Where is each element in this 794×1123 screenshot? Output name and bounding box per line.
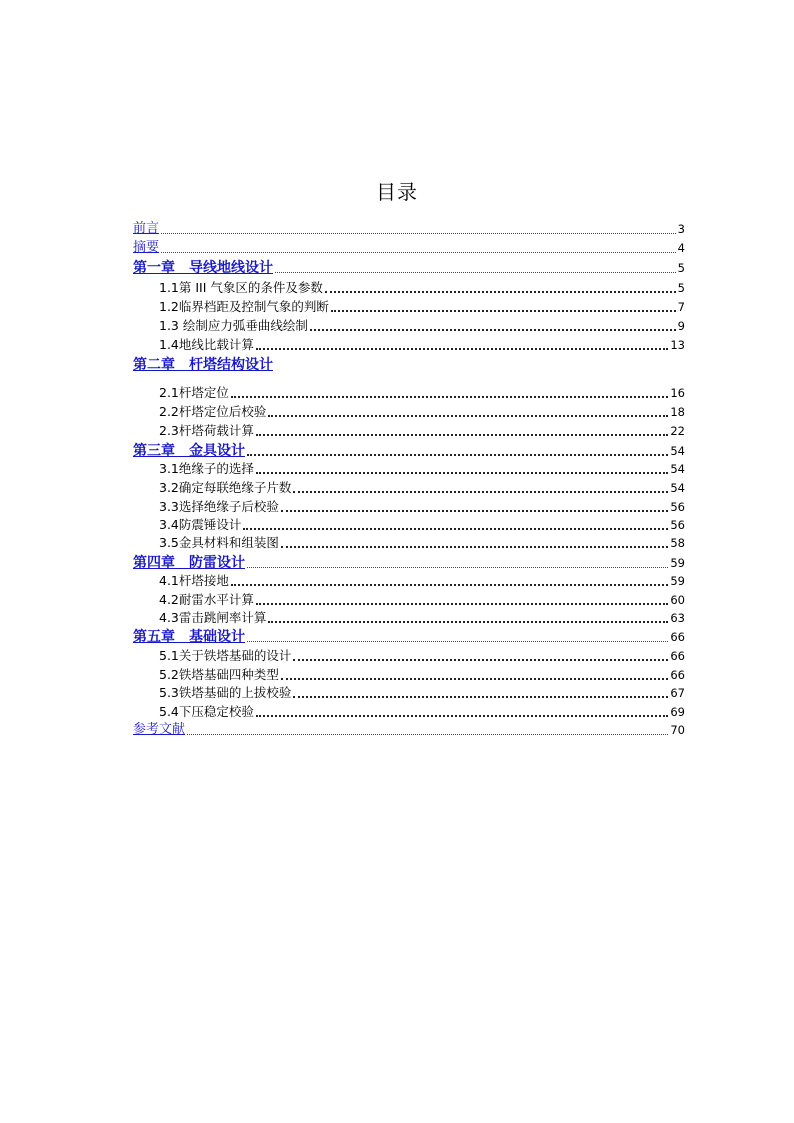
toc-page-number: 56 (670, 518, 685, 532)
toc-page-number: 4 (677, 241, 685, 255)
toc-dot-leader (256, 434, 668, 436)
toc-entry-label: 2.3杆塔荷载计算 (159, 423, 254, 438)
toc-dot-leader (281, 678, 668, 680)
toc-dot-leader (268, 415, 668, 417)
toc-dot-leader (231, 396, 668, 398)
toc-subentry[interactable] (159, 479, 685, 497)
toc-page-number: 7 (677, 300, 685, 314)
toc-entry-label: 3.2确定每联绝缘子片数 (159, 480, 292, 495)
toc-page-number: 59 (670, 574, 685, 588)
toc-dot-leader (293, 491, 668, 493)
toc-entry-label: 4.3雷击跳闸率计算 (159, 610, 267, 625)
toc-dot-leader (256, 472, 668, 474)
toc-chapter-entry[interactable] (133, 554, 685, 572)
toc-page-number: 5 (677, 281, 685, 295)
toc-page-number: 3 (677, 222, 685, 236)
toc-dot-leader (310, 329, 676, 331)
toc-entry-label[interactable]: 参考文献 (133, 722, 186, 737)
toc-entry-label[interactable]: 摘要 (133, 240, 160, 255)
toc-subentry[interactable] (159, 647, 685, 665)
toc-entry-label[interactable]: 第五章 基础设计 (133, 629, 245, 645)
toc-subentry[interactable] (159, 609, 685, 627)
toc-entry-label: 3.5金具材料和组装图 (159, 535, 279, 550)
toc-dot-leader (275, 272, 676, 273)
toc-entry-label: 1.3 绘制应力弧垂曲线绘制 (159, 318, 308, 333)
toc-entry-label: 1.4地线比载计算 (159, 337, 254, 352)
toc-chapter-entry[interactable] (133, 628, 685, 646)
toc-subentry[interactable] (159, 666, 685, 684)
toc-dot-leader (247, 641, 668, 642)
toc-subentry[interactable] (159, 703, 685, 721)
toc-page-number: 18 (670, 405, 685, 419)
toc-subentry[interactable] (159, 422, 685, 440)
toc-entry-label: 5.2铁塔基础四种类型 (159, 667, 279, 682)
toc-entry-label: 2.2杆塔定位后校验 (159, 404, 267, 419)
toc-page-number: 69 (670, 705, 685, 719)
toc-dot-leader (293, 659, 668, 661)
toc-page-number: 58 (670, 536, 685, 550)
toc-chapter-entry[interactable] (133, 259, 685, 277)
toc-page-number: 54 (670, 462, 685, 476)
toc-subentry[interactable] (159, 317, 685, 335)
toc-subentry[interactable] (159, 279, 685, 297)
toc-page-number: 5 (677, 261, 685, 275)
toc-dot-leader (256, 603, 668, 605)
toc-dot-leader (243, 528, 668, 530)
toc-page-number: 66 (670, 668, 685, 682)
toc-entry-label[interactable]: 第四章 防雷设计 (133, 555, 245, 571)
toc-entry-label[interactable]: 第一章 导线地线设计 (133, 260, 273, 276)
toc-dot-leader (325, 291, 676, 293)
toc-page-number: 22 (670, 424, 685, 438)
toc-page-number: 56 (670, 500, 685, 514)
toc-entry-label: 1.2临界档距及控制气象的判断 (159, 299, 329, 314)
toc-subentry[interactable] (159, 403, 685, 421)
toc-dot-leader (256, 348, 668, 350)
toc-dot-leader (247, 567, 668, 568)
toc-page-number: 59 (670, 556, 685, 570)
toc-subentry[interactable] (159, 498, 685, 516)
toc-subentry[interactable] (159, 591, 685, 609)
toc-dot-leader (187, 734, 668, 735)
toc-entry-label: 5.3铁塔基础的上拔校验 (159, 685, 292, 700)
toc-page-number: 54 (670, 444, 685, 458)
toc-entry-label: 4.1杆塔接地 (159, 573, 229, 588)
toc-entry[interactable] (133, 721, 685, 739)
toc-subentry[interactable] (159, 684, 685, 702)
toc-dot-leader (293, 696, 668, 698)
toc-dot-leader (231, 584, 668, 586)
toc-page-number: 54 (670, 481, 685, 495)
toc-subentry[interactable] (159, 298, 685, 316)
toc-subentry[interactable] (159, 336, 685, 354)
toc-subentry[interactable] (159, 534, 685, 552)
toc-entry-label: 1.1第 III 气象区的条件及参数 (159, 280, 323, 295)
toc-dot-leader (331, 310, 676, 312)
toc-dot-leader (268, 621, 668, 623)
toc-page-number: 63 (670, 611, 685, 625)
toc-entry-label: 5.1关于铁塔基础的设计 (159, 648, 292, 663)
toc-subentry[interactable] (159, 460, 685, 478)
toc-entry-label: 2.1杆塔定位 (159, 385, 229, 400)
toc-entry-label[interactable]: 第二章 杆塔结构设计 (133, 357, 273, 373)
toc-page-number: 9 (677, 319, 685, 333)
toc-dot-leader (281, 510, 668, 512)
toc-dot-leader (281, 546, 668, 548)
toc-subentry[interactable] (159, 384, 685, 402)
page-title: 目录 (376, 180, 418, 204)
toc-dot-leader (161, 252, 676, 253)
toc-page-number: 13 (670, 338, 685, 352)
toc-subentry[interactable] (159, 516, 685, 534)
toc-entry-label[interactable]: 前言 (133, 221, 160, 236)
toc-page-number: 66 (670, 630, 685, 644)
toc-chapter-entry[interactable] (133, 442, 685, 460)
toc-page-number: 67 (670, 686, 685, 700)
toc-entry-label: 5.4下压稳定校验 (159, 704, 254, 719)
toc-subentry[interactable] (159, 572, 685, 590)
toc-entry-label: 3.3选择绝缘子后校验 (159, 499, 279, 514)
toc-entry[interactable] (133, 239, 685, 257)
toc-entry[interactable] (133, 220, 685, 238)
toc-entry-label: 4.2耐雷水平计算 (159, 592, 254, 607)
toc-entry-label: 3.4防震锤设计 (159, 517, 242, 532)
toc-chapter-entry[interactable] (133, 356, 685, 374)
toc-dot-leader (161, 233, 676, 234)
toc-page-number: 16 (670, 386, 685, 400)
toc-entry-label: 3.1绝缘子的选择 (159, 461, 254, 476)
toc-page-number: 70 (670, 723, 685, 737)
toc-page-number: 66 (670, 649, 685, 663)
toc-entry-label[interactable]: 第三章 金具设计 (133, 443, 245, 459)
toc-dot-leader (256, 715, 668, 717)
toc-dot-leader (247, 454, 668, 456)
toc-page-number: 60 (670, 593, 685, 607)
